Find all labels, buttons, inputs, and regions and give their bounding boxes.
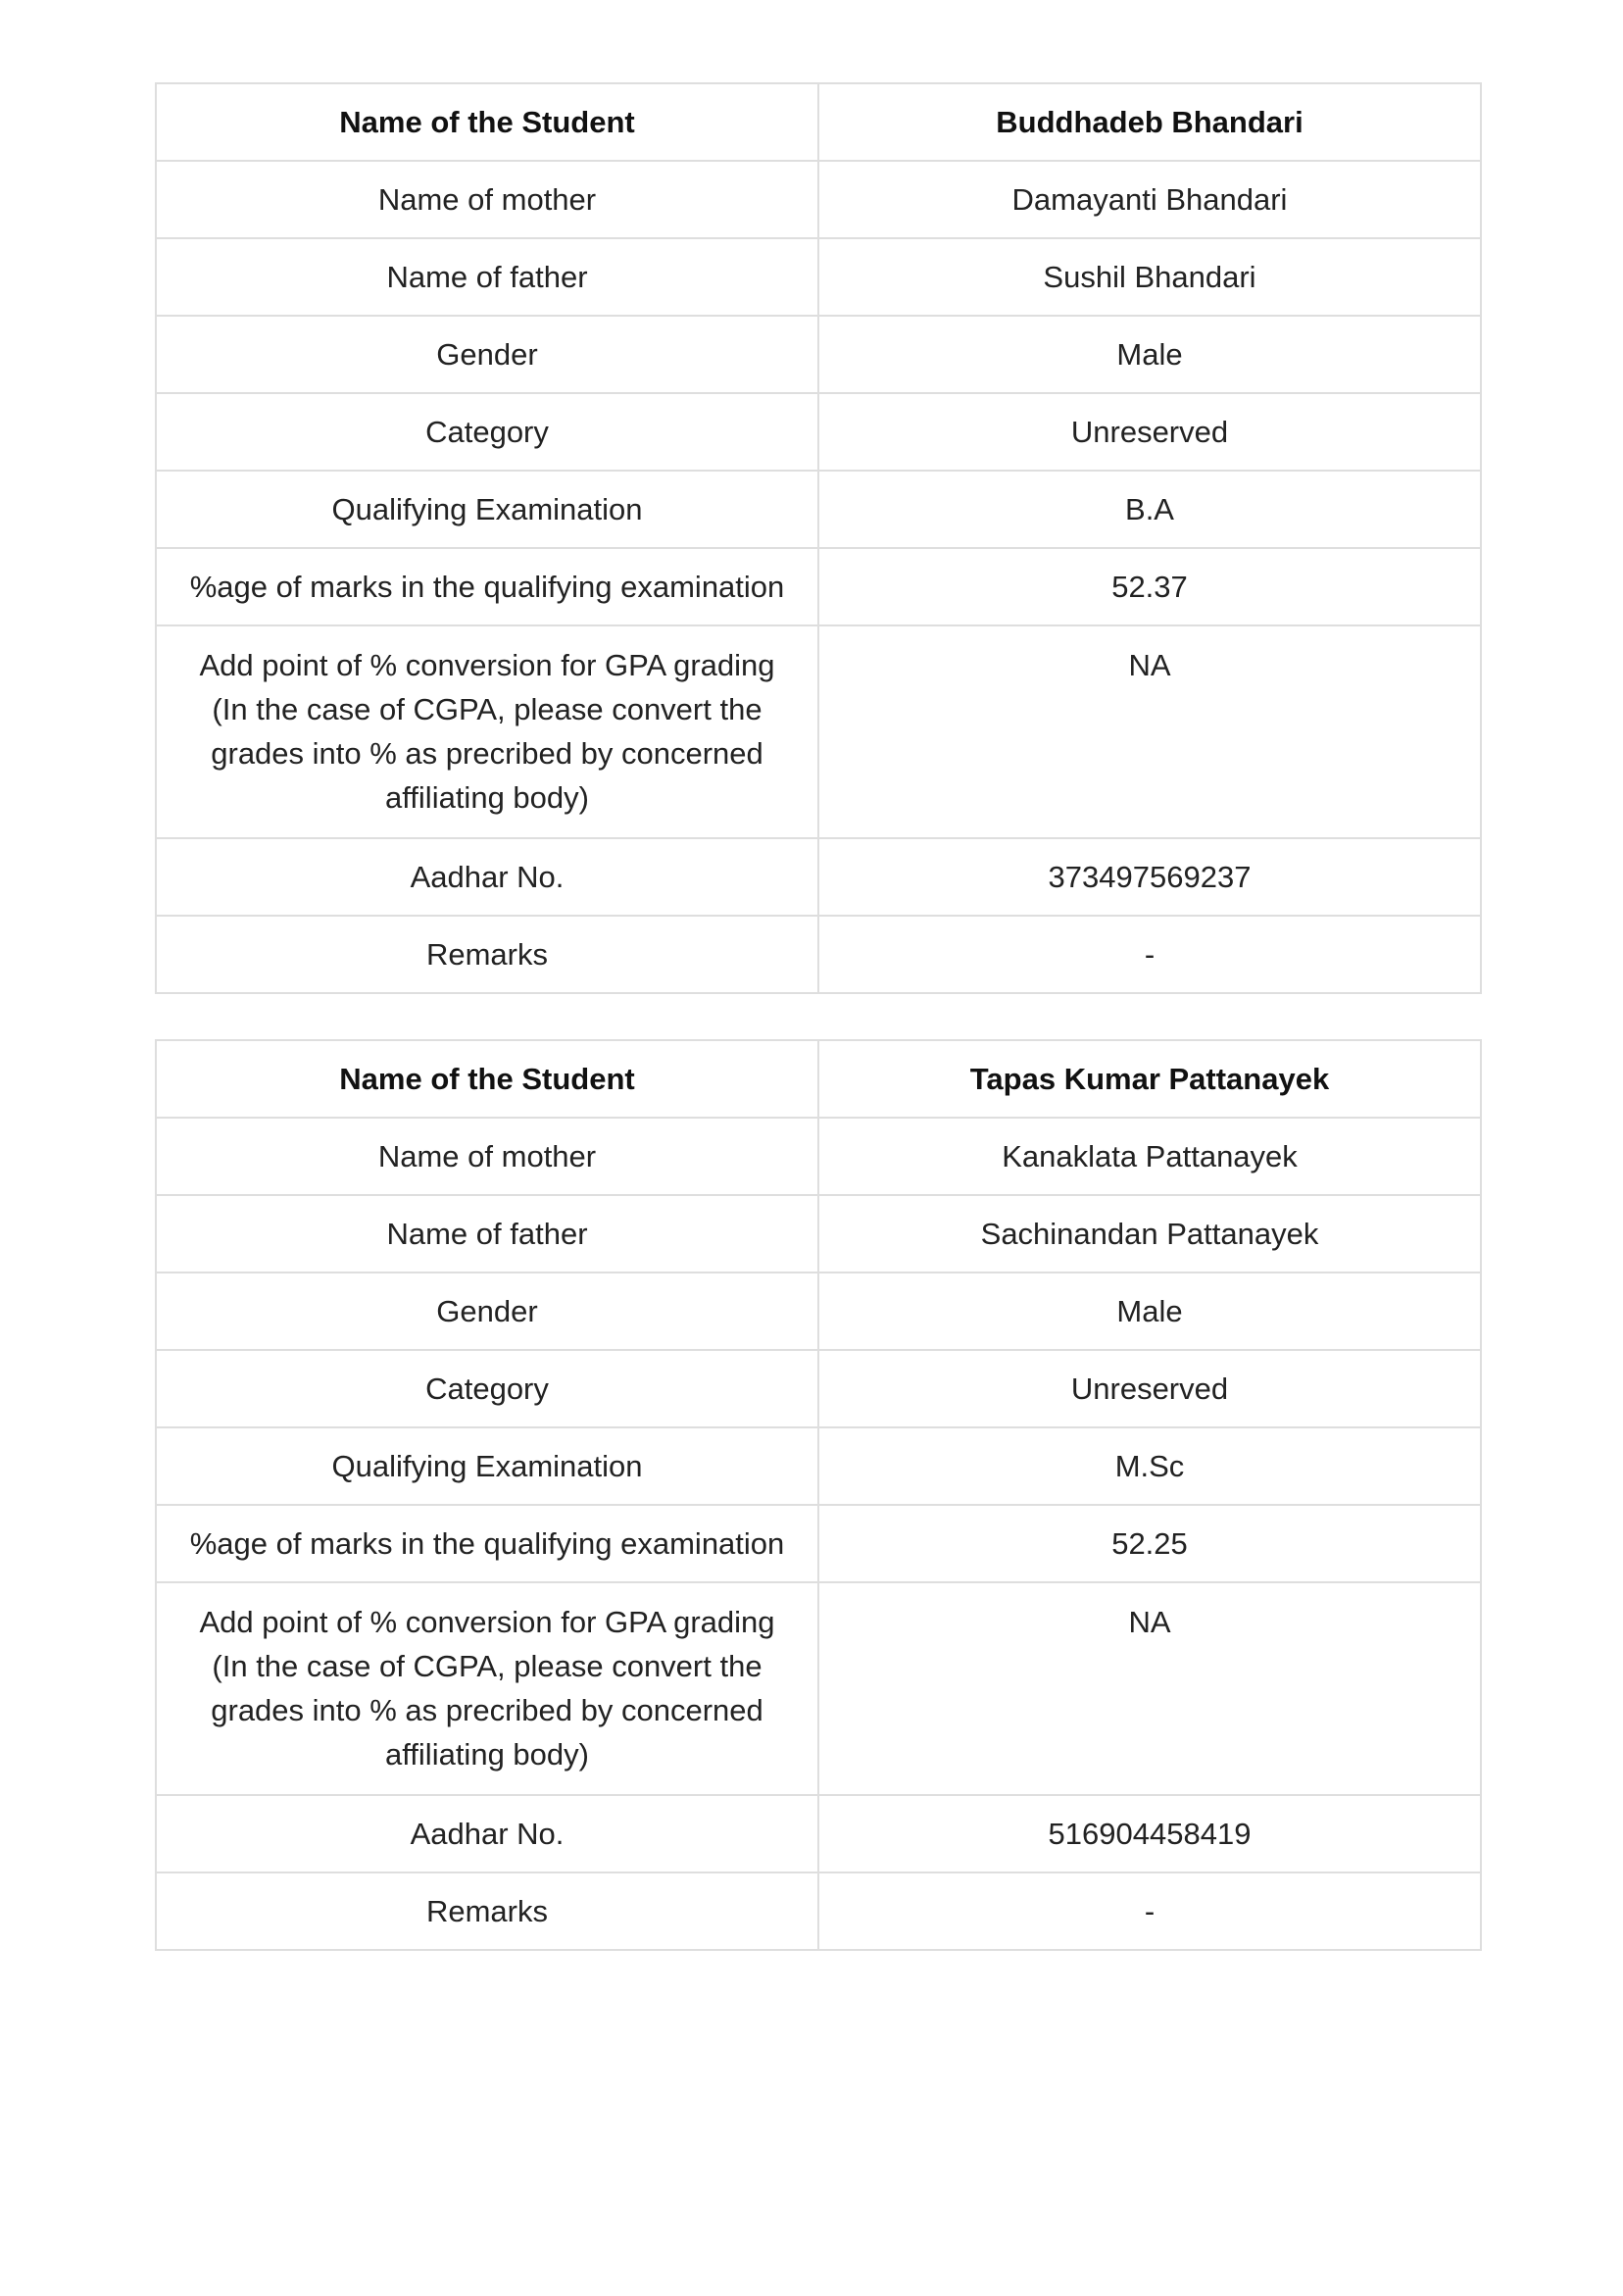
row-value: Male (818, 1273, 1481, 1350)
row-label: Add point of % conversion for GPA grading (In the case of CGPA, please convert the grades into % as precribed by concerned affiliating body) (156, 1582, 818, 1795)
table-row (156, 1118, 1481, 1195)
student-name-label: Name of the Student (156, 83, 818, 161)
row-label: Remarks (156, 1872, 818, 1950)
row-value: Unreserved (818, 1350, 1481, 1427)
row-value: NA (818, 1582, 1481, 1795)
table-row (156, 625, 1481, 838)
row-label: Add point of % conversion for GPA grading (In the case of CGPA, please convert the grades into % as precribed by concerned affiliating body) (156, 625, 818, 838)
table-row (156, 1582, 1481, 1795)
table-row (156, 1505, 1481, 1582)
row-label: Name of mother (156, 161, 818, 238)
table-row (156, 393, 1481, 471)
row-value: Sachinandan Pattanayek (818, 1195, 1481, 1273)
row-value: 516904458419 (818, 1795, 1481, 1872)
row-label: Qualifying Examination (156, 1427, 818, 1505)
table-row (156, 916, 1481, 993)
table-row (156, 161, 1481, 238)
row-value: Unreserved (818, 393, 1481, 471)
student-name-value: Buddhadeb Bhandari (818, 83, 1481, 161)
row-label: Name of mother (156, 1118, 818, 1195)
table-row (156, 1350, 1481, 1427)
row-value: Male (818, 316, 1481, 393)
row-value: M.Sc (818, 1427, 1481, 1505)
row-value: - (818, 916, 1481, 993)
row-value: Sushil Bhandari (818, 238, 1481, 316)
row-label: Name of father (156, 238, 818, 316)
row-value: NA (818, 625, 1481, 838)
table-row (156, 1195, 1481, 1273)
row-label: Category (156, 393, 818, 471)
student-name-label: Name of the Student (156, 1040, 818, 1118)
row-label: Gender (156, 1273, 818, 1350)
document-page (155, 82, 1480, 1996)
table-header-row (156, 83, 1481, 161)
table-row (156, 1795, 1481, 1872)
row-value: B.A (818, 471, 1481, 548)
student-name-value: Tapas Kumar Pattanayek (818, 1040, 1481, 1118)
table-row (156, 238, 1481, 316)
row-label: Name of father (156, 1195, 818, 1273)
row-value: 52.37 (818, 548, 1481, 625)
row-value: Kanaklata Pattanayek (818, 1118, 1481, 1195)
row-label: Remarks (156, 916, 818, 993)
row-value: - (818, 1872, 1481, 1950)
row-label: %age of marks in the qualifying examination (156, 1505, 818, 1582)
row-label: Qualifying Examination (156, 471, 818, 548)
table-row (156, 1872, 1481, 1950)
row-value: 373497569237 (818, 838, 1481, 916)
row-label: Gender (156, 316, 818, 393)
row-label: Aadhar No. (156, 1795, 818, 1872)
row-label: Category (156, 1350, 818, 1427)
row-label: Aadhar No. (156, 838, 818, 916)
row-value: 52.25 (818, 1505, 1481, 1582)
table-row (156, 316, 1481, 393)
table-row (156, 838, 1481, 916)
row-value: Damayanti Bhandari (818, 161, 1481, 238)
table-row (156, 548, 1481, 625)
table-row (156, 1427, 1481, 1505)
table-row (156, 471, 1481, 548)
table-row (156, 1273, 1481, 1350)
row-label: %age of marks in the qualifying examination (156, 548, 818, 625)
student-record-table (155, 1039, 1482, 1951)
student-record-table (155, 82, 1482, 994)
table-header-row (156, 1040, 1481, 1118)
